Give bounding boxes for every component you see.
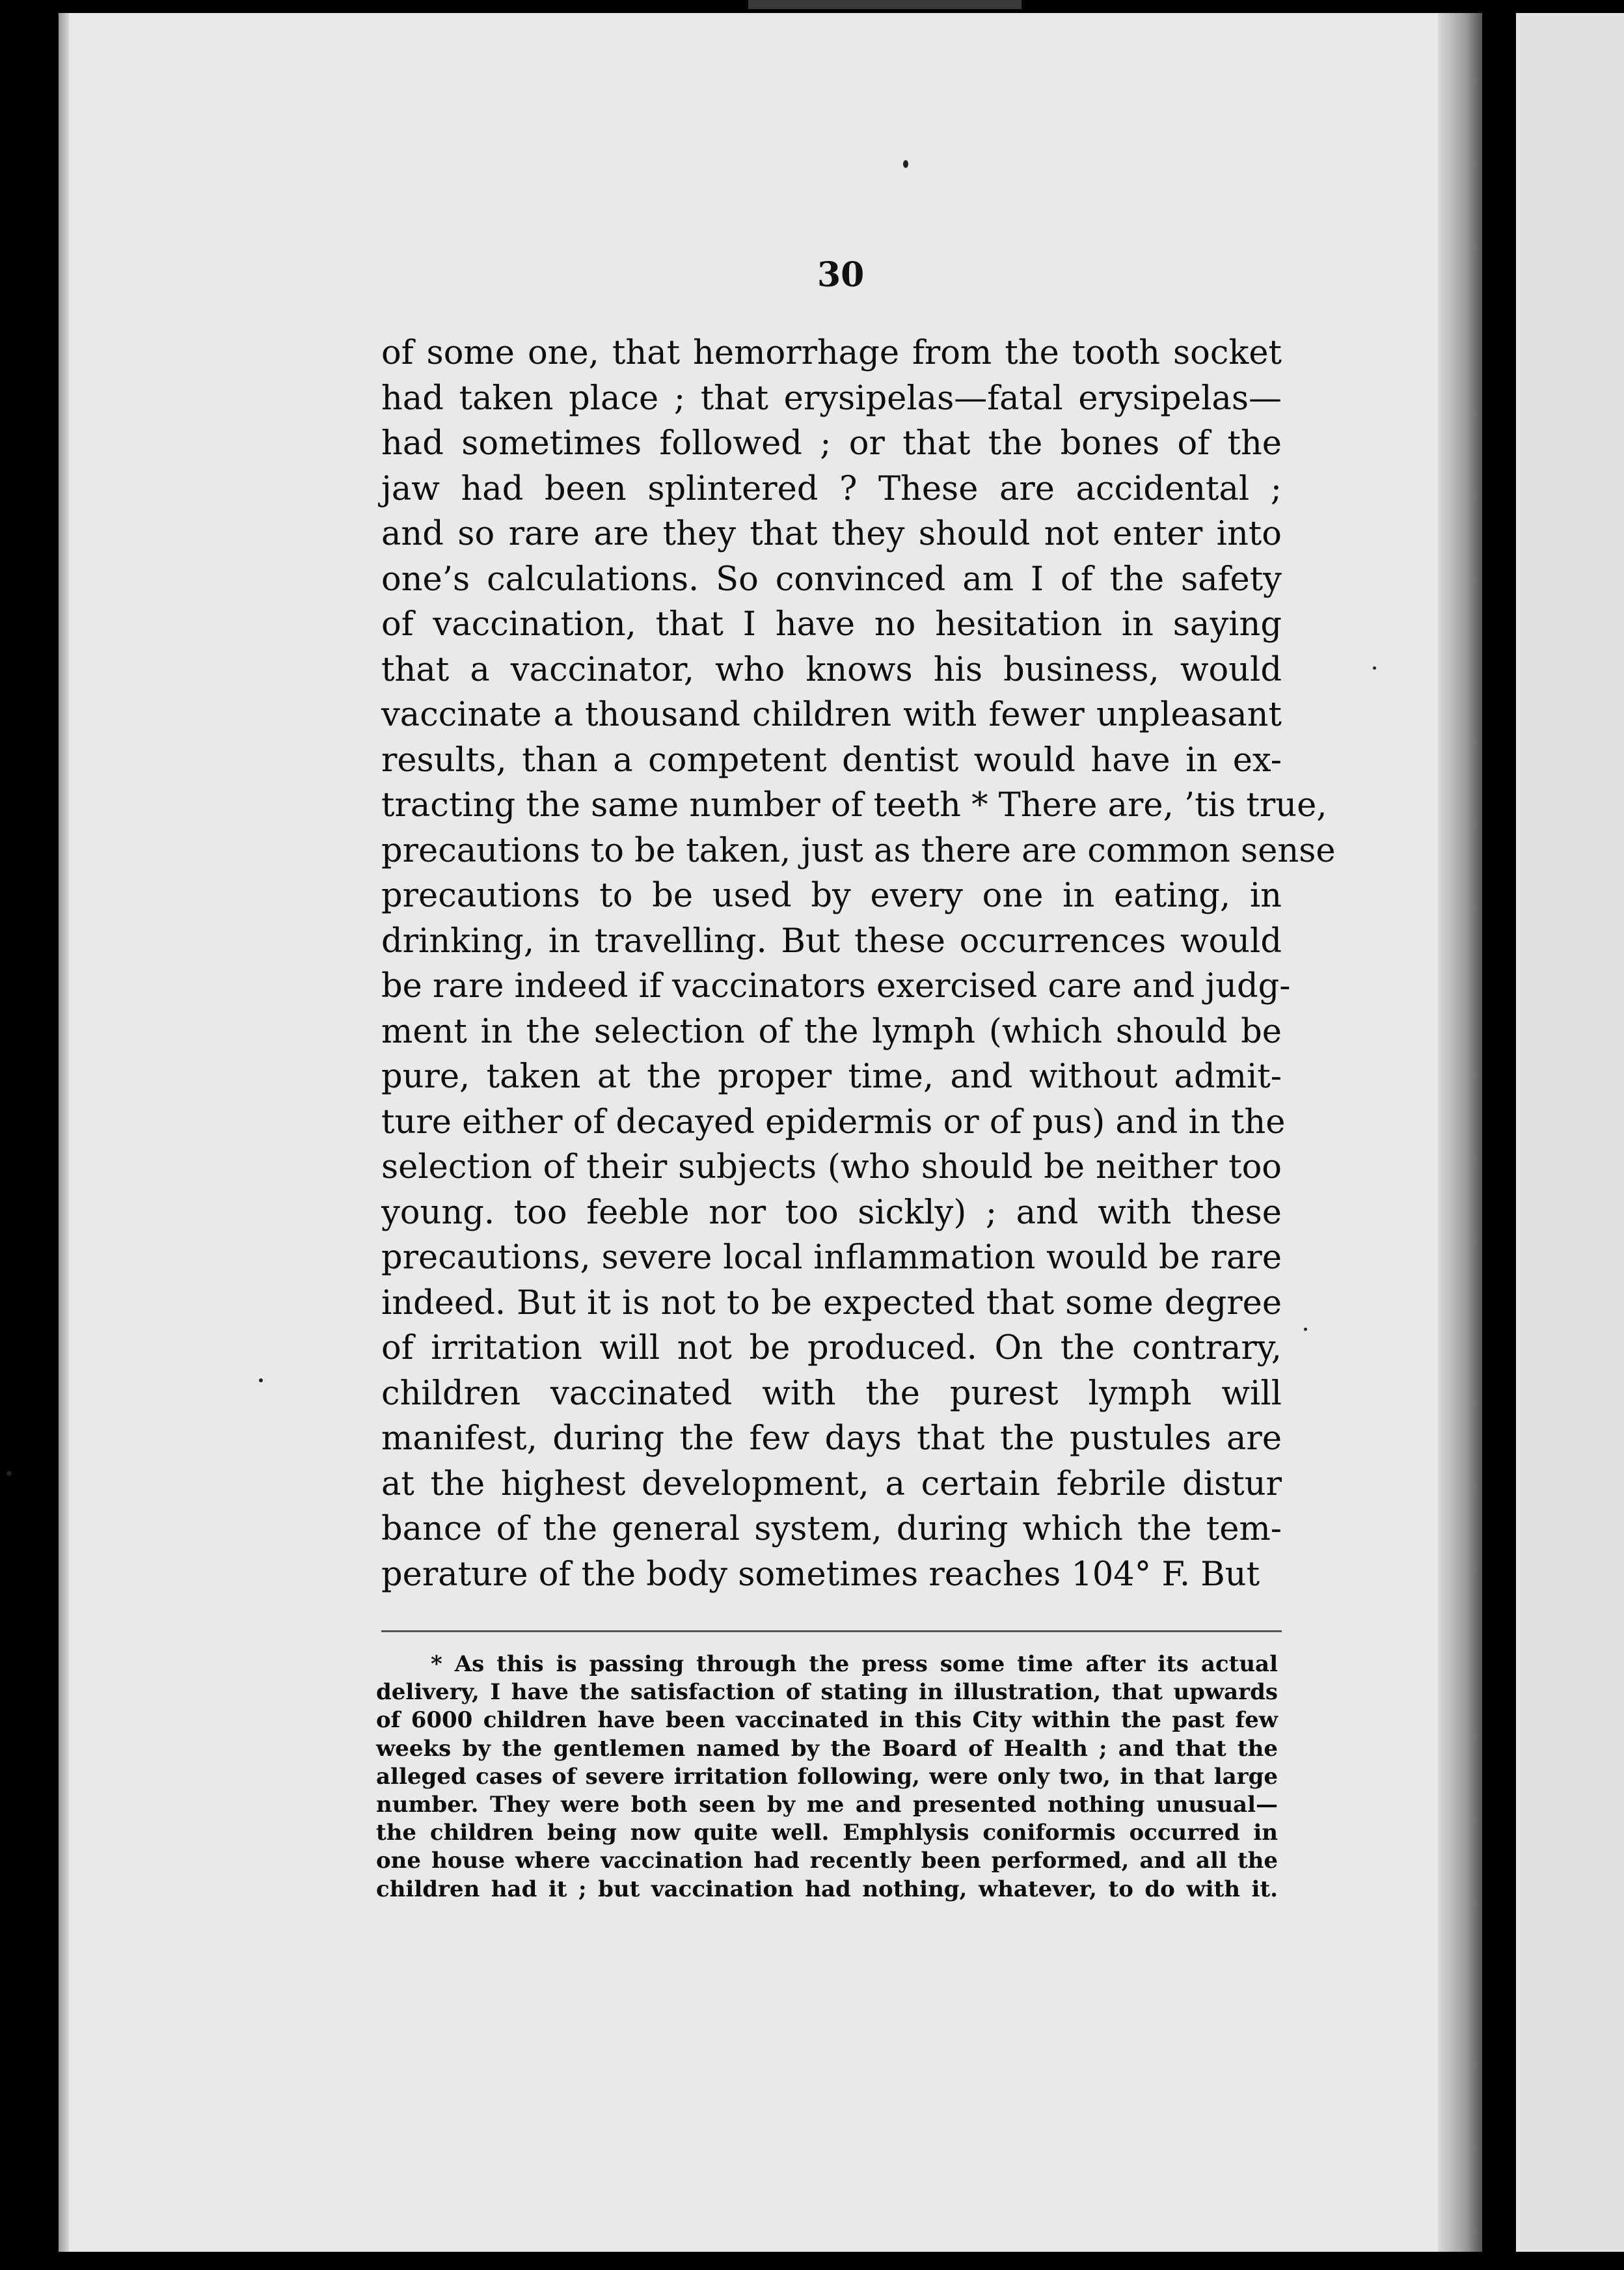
footnote-rule bbox=[381, 1630, 1282, 1632]
footnote bbox=[376, 1650, 1278, 1904]
page-left-edge bbox=[59, 13, 69, 2252]
body-line: of some one, that hemorrhage from the tooth socket bbox=[381, 334, 1282, 372]
body-line: drinking, in travelling. But these occurrences would bbox=[381, 922, 1282, 961]
footnote-line: of 6000 children have been vaccinated in this City within the past few bbox=[376, 1707, 1278, 1734]
body-text bbox=[381, 331, 1336, 1597]
footnote-line: alleged cases of severe irritation following, were only two, in that large bbox=[376, 1763, 1278, 1790]
footnote-line: the children being now quite well. Emphlysis coniformis occurred in bbox=[376, 1820, 1278, 1846]
body-line: pure, taken at the proper time, and without admit- bbox=[381, 1058, 1282, 1096]
body-line: had taken place ; that erysipelas—fatal erysipelas— bbox=[381, 379, 1282, 418]
body-line: precautions to be used by every one in eating, in bbox=[381, 877, 1282, 915]
body-line: had sometimes followed ; or that the bones of the bbox=[381, 424, 1282, 463]
facing-page-edge bbox=[1516, 13, 1624, 2252]
body-line: precautions to be taken, just as there are common sense bbox=[381, 831, 1336, 870]
page-number: 30 bbox=[817, 255, 865, 295]
book-gutter bbox=[1438, 13, 1482, 2252]
body-line: of irritation will not be produced. On the contrary, bbox=[381, 1329, 1282, 1367]
footnote-line: * As this is passing through the press some time after its actual bbox=[431, 1651, 1278, 1677]
body-line: jaw had been splintered ? These are accidental ; bbox=[381, 469, 1282, 508]
body-line: children vaccinated with the purest lymph will bbox=[381, 1374, 1282, 1413]
body-line: and so rare are they that they should not enter into bbox=[381, 515, 1282, 553]
footnote-line: number. They were both seen by me and presented nothing unusual— bbox=[376, 1792, 1278, 1818]
body-line: bance of the general system, during which the tem- bbox=[381, 1510, 1282, 1548]
scan-top-edge bbox=[748, 0, 1022, 9]
footnote-line: children had it ; but vaccination had nothing, whatever, to do with it. bbox=[376, 1876, 1278, 1902]
body-line: manifest, during the few days that the pustules are bbox=[381, 1419, 1282, 1458]
body-line: perature of the body sometimes reaches 104° F. But bbox=[381, 1555, 1260, 1594]
body-line: results, than a competent dentist would have in ex- bbox=[381, 741, 1282, 780]
footnote-line: delivery, I have the satisfaction of stating in illustration, that upwards bbox=[376, 1679, 1278, 1706]
body-line: precautions, severe local inflammation would be rare bbox=[381, 1238, 1282, 1277]
body-line: ture either of decayed epidermis or of pus) and in the bbox=[381, 1102, 1286, 1142]
body-line: indeed. But it is not to be expected that some degree bbox=[381, 1283, 1282, 1322]
body-line: be rare indeed if vaccinators exercised care and judg- bbox=[381, 967, 1291, 1005]
body-line: selection of their subjects (who should be neither too bbox=[381, 1148, 1282, 1186]
body-line: tracting the same number of teeth * There are, ’tis true, bbox=[381, 786, 1327, 825]
body-line: that a vaccinator, who knows his business, would bbox=[381, 650, 1282, 689]
body-line: at the highest development, a certain febrile distur bbox=[381, 1464, 1282, 1503]
body-line: vaccinate a thousand children with fewer unpleasant bbox=[381, 696, 1282, 734]
body-line: young. too feeble nor too sickly) ; and with these bbox=[381, 1193, 1282, 1232]
footnote-line: weeks by the gentlemen named by the Board of Health ; and that the bbox=[376, 1735, 1278, 1762]
body-line: ment in the selection of the lymph (which should be bbox=[381, 1012, 1282, 1051]
body-line: of vaccination, that I have no hesitation in saying bbox=[381, 605, 1282, 644]
body-line: one’s calculations. So convinced am I of the safety bbox=[381, 560, 1282, 599]
footnote-line: one house where vaccination had recently been performed, and all the bbox=[376, 1848, 1278, 1874]
